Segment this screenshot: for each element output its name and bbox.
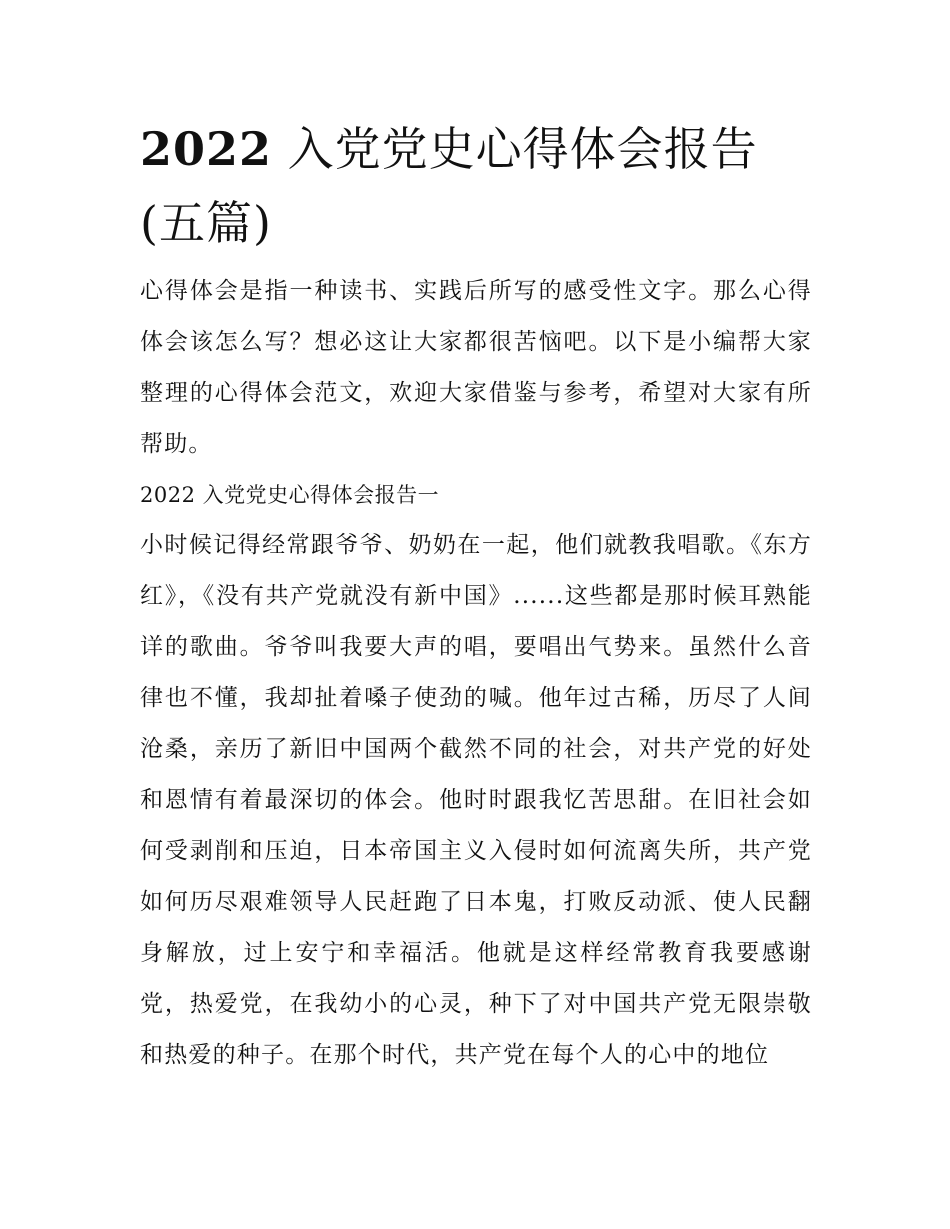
title-year: 2022: [140, 122, 273, 176]
document-content: [140, 112, 812, 1081]
intro-paragraph: 心得体会是指一种读书、实践后所写的感受性文字。那么心得体会该怎么写？想必这让大家都很苦恼吧。以下是小编帮大家整理的心得体会范文，欢迎大家借鉴与参考，希望对大家有所帮助。: [140, 278, 812, 457]
title-suffix: (五篇): [140, 196, 272, 250]
title-text: 入党党史心得体会报告: [287, 122, 758, 176]
document-title: [140, 112, 812, 260]
section-heading: 2022 入党党史心得体会报告一: [140, 483, 440, 507]
body-paragraph: 小时候记得经常跟爷爷、奶奶在一起，他们就教我唱歌。《东方红》，《没有共产党就没有新中国》......这些都是那时候耳熟能详的歌曲。爷爷叫我要大声的唱，要唱出气势来。虽然什么音律也不懂，我却扯着嗓子使劲的喊。他年过古稀，历尽了人间沧桑，亲历了新旧中国两个截然不同的社会，对共产党的好处和恩情有着最深切的体会。他时时跟我忆苦思甜。在旧社会如何受剥削和压迫，日本帝国主义入侵时如何流离失所，共产党如何历尽艰难领导人民赶跑了日本鬼，打败反动派、使人民翻身解放，过上安宁和幸福活。他就是这样经常教育我要感谢党，热爱党，在我幼小的心灵，种下了对中国共产党无限崇敬和热爱的种子。在那个时代，共产党在每个人的心中的地位: [140, 532, 812, 1068]
